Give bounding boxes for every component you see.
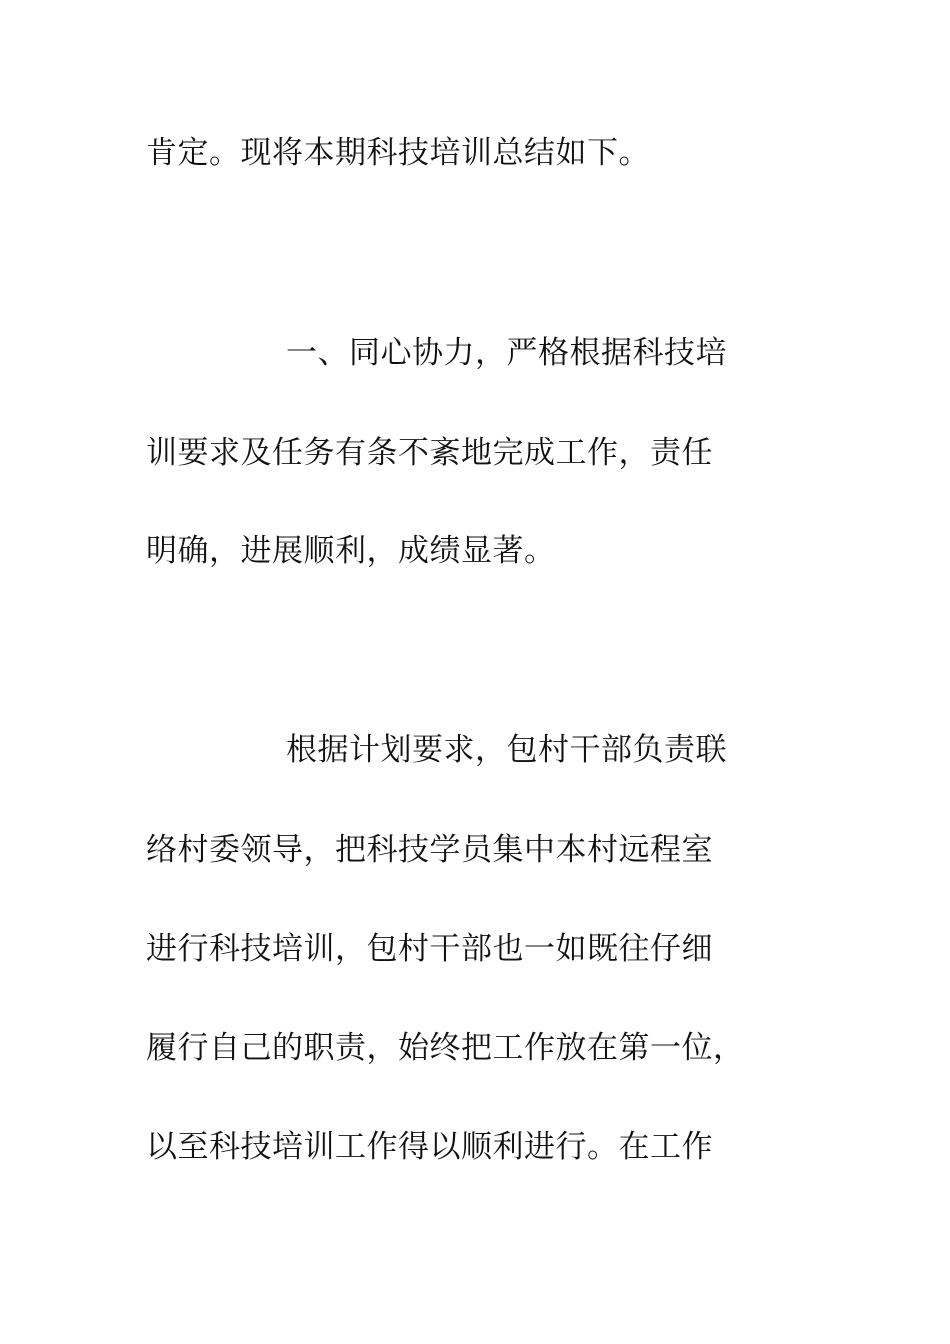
section-heading-line-3: 明确，进展顺利，成绩显著。: [146, 533, 556, 569]
paragraph-line-5: 履行自己的职责，始终把工作放在第一位，: [146, 1030, 745, 1066]
paragraph-line-4: 进行科技培训，包村干部也一如既往仔细: [146, 931, 713, 967]
section-heading-line-1: 一、同心协力，严格根据科技培: [286, 335, 727, 371]
paragraph-line-3: 络村委领导，把科技学员集中本村远程室: [146, 832, 713, 868]
section-heading-line-2: 训要求及任务有条不紊地完成工作，责任: [146, 435, 713, 471]
paragraph-line-6: 以至科技培训工作得以顺利进行。在工作: [146, 1129, 713, 1165]
paragraph-line-1: 肯定。现将本期科技培训总结如下。: [146, 135, 650, 171]
paragraph-line-2: 根据计划要求，包村干部负责联: [286, 732, 727, 768]
